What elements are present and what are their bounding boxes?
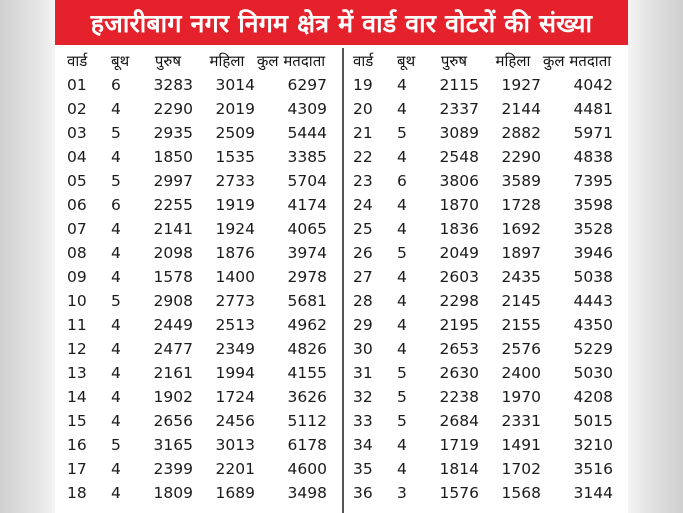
cell-booth: 4 [397, 340, 407, 358]
cell-female: 2733 [215, 172, 255, 190]
cell-total: 6178 [287, 436, 327, 454]
cell-booth: 4 [397, 220, 407, 238]
cell-male: 2656 [153, 412, 193, 430]
table-row [347, 217, 613, 241]
cell-booth: 4 [397, 76, 407, 94]
cell-total: 4309 [287, 100, 327, 118]
cell-ward: 04 [67, 148, 87, 166]
table-row [347, 289, 613, 313]
cell-female: 1535 [215, 148, 255, 166]
table-row [347, 409, 613, 433]
cell-total: 3516 [573, 460, 613, 478]
cell-ward: 08 [67, 244, 87, 262]
cell-ward: 02 [67, 100, 87, 118]
cell-booth: 5 [397, 412, 407, 430]
cell-total: 3598 [573, 196, 613, 214]
table-row [347, 169, 613, 193]
cell-total: 3210 [573, 436, 613, 454]
cell-female: 1689 [215, 484, 255, 502]
cell-total: 4443 [573, 292, 613, 310]
table-row [55, 433, 327, 457]
cell-ward: 09 [67, 268, 87, 286]
cell-total: 3946 [573, 244, 613, 262]
cell-booth: 5 [397, 244, 407, 262]
table-row [55, 73, 327, 97]
cell-female: 1970 [501, 388, 541, 406]
cell-male: 1576 [439, 484, 479, 502]
table-row [55, 145, 327, 169]
cell-male: 2298 [439, 292, 479, 310]
table-row [55, 289, 327, 313]
table-row [55, 481, 327, 505]
cell-female: 2435 [501, 268, 541, 286]
table-row [347, 265, 613, 289]
cell-male: 2630 [439, 364, 479, 382]
cell-booth: 4 [397, 292, 407, 310]
table-row [55, 337, 327, 361]
table-row [55, 169, 327, 193]
cell-total: 4042 [573, 76, 613, 94]
cell-ward: 31 [353, 364, 373, 382]
cell-female: 1568 [501, 484, 541, 502]
cell-total: 4174 [287, 196, 327, 214]
header-male: पुरुष [440, 52, 468, 70]
table-row [55, 361, 327, 385]
cell-male: 2049 [439, 244, 479, 262]
cell-male: 3283 [153, 76, 193, 94]
cell-male: 2255 [153, 196, 193, 214]
cell-ward: 29 [353, 316, 373, 334]
column-divider [342, 48, 344, 513]
cell-booth: 5 [111, 172, 121, 190]
cell-male: 2603 [439, 268, 479, 286]
table-header-row [55, 49, 327, 73]
ward-table-left [55, 49, 327, 505]
cell-booth: 5 [397, 388, 407, 406]
cell-male: 3165 [153, 436, 193, 454]
table-row [55, 193, 327, 217]
cell-male: 2195 [439, 316, 479, 334]
cell-booth: 5 [397, 124, 407, 142]
cell-male: 1836 [439, 220, 479, 238]
cell-male: 2908 [153, 292, 193, 310]
header-booth: बूथ [111, 52, 130, 70]
cell-booth: 4 [397, 196, 407, 214]
cell-ward: 36 [353, 484, 373, 502]
table-row [55, 409, 327, 433]
cell-booth: 4 [397, 316, 407, 334]
table-row [347, 97, 613, 121]
cell-male: 2161 [153, 364, 193, 382]
cell-booth: 4 [111, 340, 121, 358]
cell-booth: 4 [397, 268, 407, 286]
cell-ward: 34 [353, 436, 373, 454]
table-row [347, 361, 613, 385]
cell-female: 1400 [215, 268, 255, 286]
cell-total: 3528 [573, 220, 613, 238]
cell-booth: 4 [111, 316, 121, 334]
cell-female: 1702 [501, 460, 541, 478]
cell-booth: 4 [397, 436, 407, 454]
cell-total: 3626 [287, 388, 327, 406]
newspaper-clipping [55, 0, 628, 513]
cell-male: 2935 [153, 124, 193, 142]
cell-male: 2548 [439, 148, 479, 166]
cell-female: 2400 [501, 364, 541, 382]
cell-booth: 4 [111, 244, 121, 262]
cell-ward: 16 [67, 436, 87, 454]
cell-total: 2978 [287, 268, 327, 286]
cell-female: 2349 [215, 340, 255, 358]
cell-ward: 10 [67, 292, 87, 310]
table-row [55, 121, 327, 145]
cell-total: 3498 [287, 484, 327, 502]
header-female: महिला [209, 52, 245, 70]
cell-total: 4065 [287, 220, 327, 238]
cell-total: 4481 [573, 100, 613, 118]
cell-total: 5444 [287, 124, 327, 142]
cell-male: 2653 [439, 340, 479, 358]
cell-female: 1491 [501, 436, 541, 454]
cell-female: 2509 [215, 124, 255, 142]
cell-ward: 11 [67, 316, 87, 334]
cell-ward: 03 [67, 124, 87, 142]
cell-ward: 15 [67, 412, 87, 430]
cell-male: 1719 [439, 436, 479, 454]
cell-ward: 19 [353, 76, 373, 94]
cell-ward: 32 [353, 388, 373, 406]
cell-female: 3589 [501, 172, 541, 190]
cell-booth: 4 [397, 460, 407, 478]
cell-female: 1924 [215, 220, 255, 238]
cell-female: 3013 [215, 436, 255, 454]
cell-ward: 35 [353, 460, 373, 478]
cell-ward: 07 [67, 220, 87, 238]
cell-total: 7395 [573, 172, 613, 190]
cell-ward: 21 [353, 124, 373, 142]
cell-ward: 33 [353, 412, 373, 430]
table-row [347, 433, 613, 457]
cell-booth: 4 [111, 268, 121, 286]
cell-booth: 4 [111, 484, 121, 502]
cell-booth: 5 [111, 436, 121, 454]
cell-male: 2997 [153, 172, 193, 190]
cell-male: 1850 [153, 148, 193, 166]
table-body [347, 73, 613, 505]
cell-ward: 01 [67, 76, 87, 94]
cell-total: 5971 [573, 124, 613, 142]
header-total: कुल मतदाता [542, 52, 612, 70]
cell-booth: 5 [111, 292, 121, 310]
cell-booth: 4 [111, 148, 121, 166]
table-row [347, 337, 613, 361]
table-row [55, 313, 327, 337]
header-female: महिला [495, 52, 531, 70]
cell-total: 3385 [287, 148, 327, 166]
page-edge-right [628, 0, 683, 513]
cell-male: 2141 [153, 220, 193, 238]
cell-ward: 05 [67, 172, 87, 190]
headline-text: हजारीबाग नगर निगम क्षेत्र में वार्ड वार वोटरों की संख्या [90, 8, 593, 38]
cell-male: 2098 [153, 244, 193, 262]
table-row [55, 97, 327, 121]
header-male: पुरुष [154, 52, 182, 70]
cell-ward: 18 [67, 484, 87, 502]
cell-female: 2576 [501, 340, 541, 358]
header-total: कुल मतदाता [256, 52, 326, 70]
cell-female: 1994 [215, 364, 255, 382]
cell-female: 2456 [215, 412, 255, 430]
cell-ward: 14 [67, 388, 87, 406]
cell-ward: 17 [67, 460, 87, 478]
cell-booth: 4 [111, 100, 121, 118]
cell-total: 4838 [573, 148, 613, 166]
cell-booth: 5 [111, 124, 121, 142]
cell-total: 4962 [287, 316, 327, 334]
cell-ward: 24 [353, 196, 373, 214]
table-row [55, 217, 327, 241]
table-row [347, 481, 613, 505]
cell-booth: 4 [111, 412, 121, 430]
table-row [55, 385, 327, 409]
cell-total: 5229 [573, 340, 613, 358]
table-row [347, 313, 613, 337]
cell-female: 2882 [501, 124, 541, 142]
cell-total: 4350 [573, 316, 613, 334]
cell-total: 5681 [287, 292, 327, 310]
cell-total: 6297 [287, 76, 327, 94]
cell-female: 3014 [215, 76, 255, 94]
cell-ward: 23 [353, 172, 373, 190]
ward-table-right [347, 49, 613, 505]
cell-female: 1927 [501, 76, 541, 94]
header-booth: बूथ [397, 52, 416, 70]
table-row [347, 457, 613, 481]
cell-booth: 3 [397, 484, 407, 502]
cell-ward: 06 [67, 196, 87, 214]
cell-ward: 20 [353, 100, 373, 118]
cell-male: 2477 [153, 340, 193, 358]
cell-male: 3806 [439, 172, 479, 190]
page-edge-left [0, 0, 55, 513]
cell-female: 1728 [501, 196, 541, 214]
cell-total: 4155 [287, 364, 327, 382]
cell-ward: 30 [353, 340, 373, 358]
cell-male: 1578 [153, 268, 193, 286]
cell-female: 2144 [501, 100, 541, 118]
table-row [347, 193, 613, 217]
cell-female: 1692 [501, 220, 541, 238]
cell-female: 2201 [215, 460, 255, 478]
cell-booth: 6 [111, 196, 121, 214]
cell-male: 2337 [439, 100, 479, 118]
cell-total: 3144 [573, 484, 613, 502]
table-row [55, 265, 327, 289]
cell-male: 1870 [439, 196, 479, 214]
table-row [55, 241, 327, 265]
cell-female: 2019 [215, 100, 255, 118]
cell-total: 3974 [287, 244, 327, 262]
cell-ward: 22 [353, 148, 373, 166]
cell-male: 1902 [153, 388, 193, 406]
cell-booth: 4 [111, 364, 121, 382]
cell-total: 4600 [287, 460, 327, 478]
cell-booth: 6 [397, 172, 407, 190]
table-header-row [347, 49, 613, 73]
cell-male: 2684 [439, 412, 479, 430]
cell-female: 1897 [501, 244, 541, 262]
cell-total: 5704 [287, 172, 327, 190]
table-row [55, 457, 327, 481]
cell-female: 2290 [501, 148, 541, 166]
cell-ward: 27 [353, 268, 373, 286]
table-row [347, 241, 613, 265]
cell-total: 5015 [573, 412, 613, 430]
cell-female: 2331 [501, 412, 541, 430]
cell-booth: 4 [111, 460, 121, 478]
cell-booth: 6 [111, 76, 121, 94]
table-row [347, 73, 613, 97]
cell-female: 1724 [215, 388, 255, 406]
cell-female: 2145 [501, 292, 541, 310]
table-row [347, 121, 613, 145]
cell-ward: 26 [353, 244, 373, 262]
table-row [347, 385, 613, 409]
cell-male: 1809 [153, 484, 193, 502]
cell-female: 2513 [215, 316, 255, 334]
cell-male: 1814 [439, 460, 479, 478]
cell-booth: 4 [397, 148, 407, 166]
cell-ward: 12 [67, 340, 87, 358]
cell-male: 2290 [153, 100, 193, 118]
cell-total: 4826 [287, 340, 327, 358]
cell-total: 5038 [573, 268, 613, 286]
cell-total: 5030 [573, 364, 613, 382]
cell-male: 2238 [439, 388, 479, 406]
table-row [347, 145, 613, 169]
cell-booth: 5 [397, 364, 407, 382]
headline-banner [55, 0, 628, 45]
cell-ward: 13 [67, 364, 87, 382]
cell-female: 1919 [215, 196, 255, 214]
header-ward: वार्ड [67, 52, 88, 70]
cell-total: 5112 [287, 412, 327, 430]
cell-male: 2399 [153, 460, 193, 478]
cell-female: 2773 [215, 292, 255, 310]
cell-ward: 28 [353, 292, 373, 310]
cell-booth: 4 [111, 220, 121, 238]
cell-male: 2115 [439, 76, 479, 94]
cell-female: 2155 [501, 316, 541, 334]
cell-female: 1876 [215, 244, 255, 262]
table-body [55, 73, 327, 505]
cell-booth: 4 [111, 388, 121, 406]
cell-ward: 25 [353, 220, 373, 238]
cell-total: 4208 [573, 388, 613, 406]
header-ward: वार्ड [353, 52, 374, 70]
cell-male: 3089 [439, 124, 479, 142]
cell-booth: 4 [397, 100, 407, 118]
cell-male: 2449 [153, 316, 193, 334]
